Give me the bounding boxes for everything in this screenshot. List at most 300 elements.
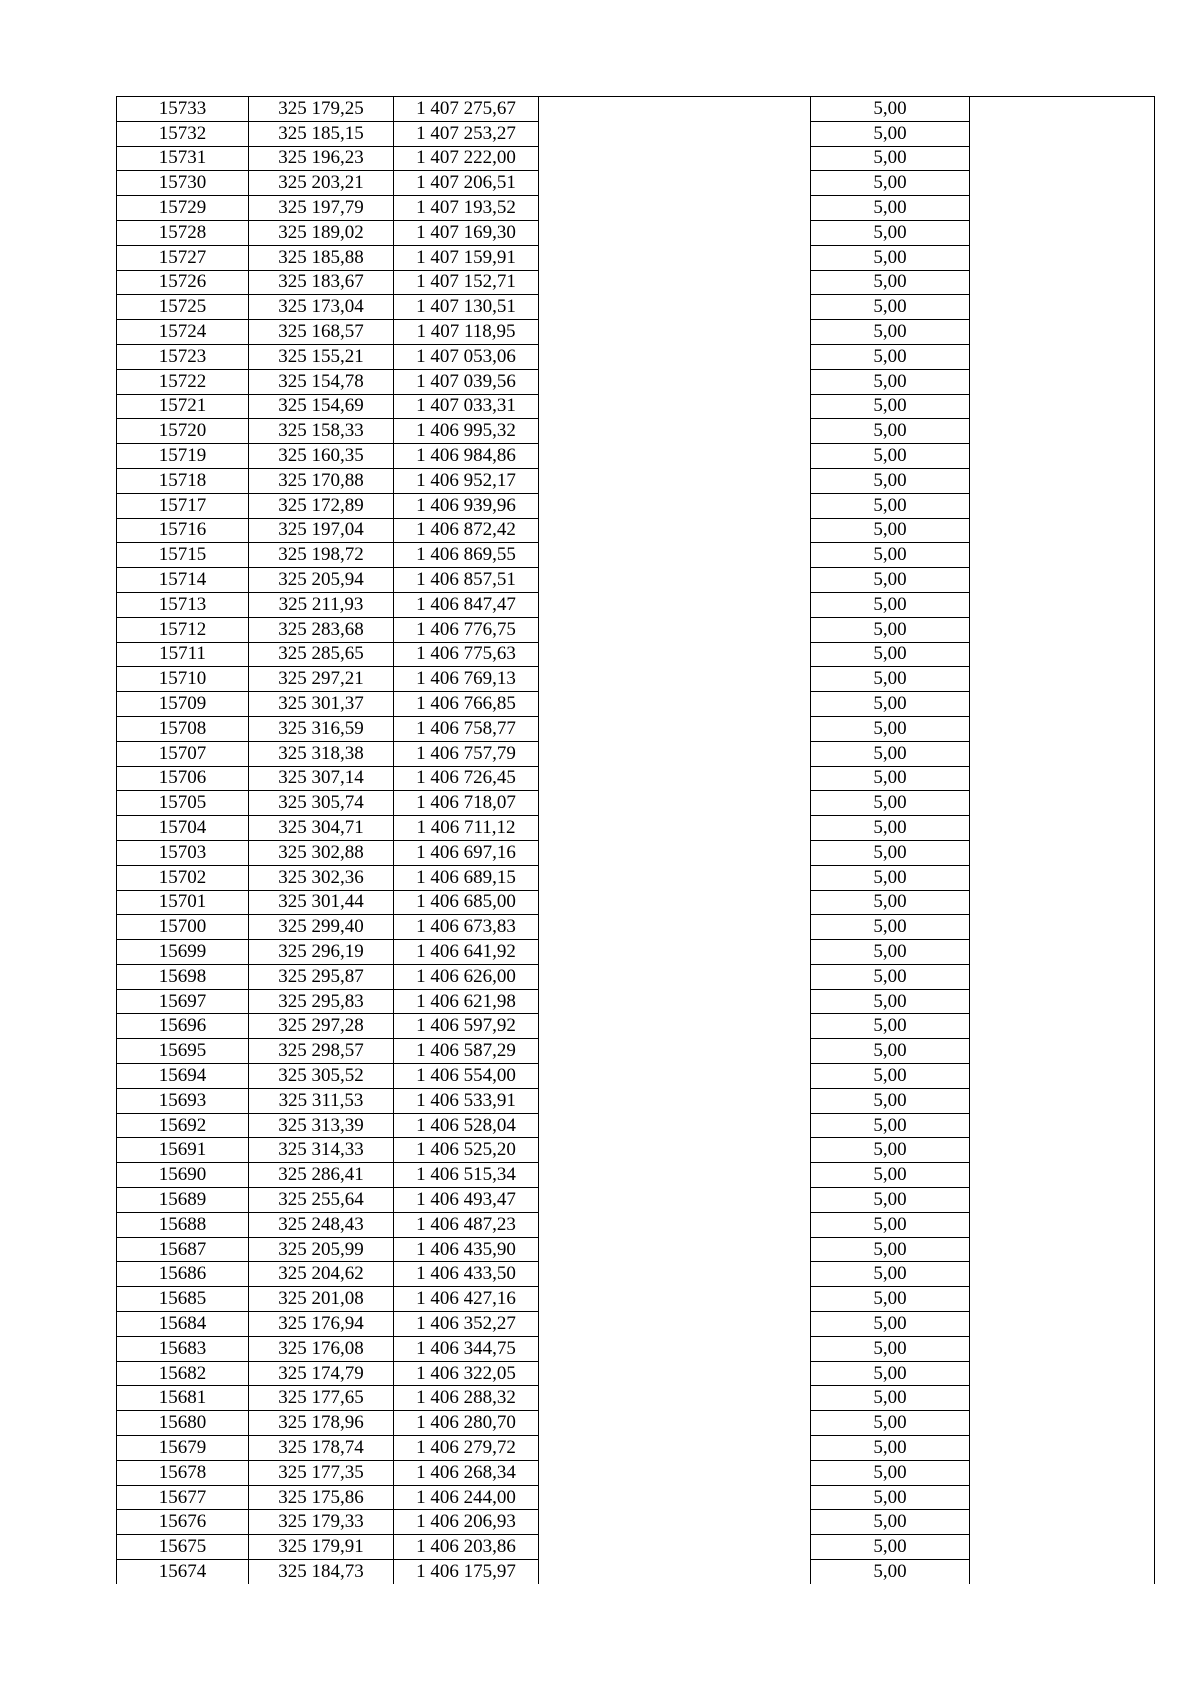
y-coordinate-cell: 1 407 222,00 — [394, 146, 539, 171]
point-number-cell: 15726 — [117, 270, 249, 295]
empty-cell — [970, 1014, 1155, 1039]
y-coordinate-cell: 1 406 769,13 — [394, 667, 539, 692]
table-row — [117, 270, 1155, 295]
empty-cell — [970, 1113, 1155, 1138]
empty-cell — [539, 667, 811, 692]
empty-cell — [970, 989, 1155, 1014]
point-number-cell: 15677 — [117, 1485, 249, 1510]
empty-cell — [539, 1014, 811, 1039]
x-coordinate-cell: 325 299,40 — [249, 915, 394, 940]
value-cell: 5,00 — [811, 1336, 970, 1361]
point-number-cell: 15708 — [117, 716, 249, 741]
empty-cell — [970, 1262, 1155, 1287]
table-row — [117, 617, 1155, 642]
x-coordinate-cell: 325 178,74 — [249, 1436, 394, 1461]
empty-cell — [970, 642, 1155, 667]
empty-cell — [539, 989, 811, 1014]
y-coordinate-cell: 1 406 280,70 — [394, 1411, 539, 1436]
table-row — [117, 840, 1155, 865]
y-coordinate-cell: 1 407 152,71 — [394, 270, 539, 295]
y-coordinate-cell: 1 407 118,95 — [394, 320, 539, 345]
empty-cell — [539, 890, 811, 915]
table-row — [117, 171, 1155, 196]
empty-cell — [539, 1312, 811, 1337]
point-number-cell: 15685 — [117, 1287, 249, 1312]
point-number-cell: 15711 — [117, 642, 249, 667]
value-cell: 5,00 — [811, 1113, 970, 1138]
empty-cell — [539, 1163, 811, 1188]
value-cell: 5,00 — [811, 766, 970, 791]
empty-cell — [539, 196, 811, 221]
value-cell: 5,00 — [811, 865, 970, 890]
y-coordinate-cell: 1 407 193,52 — [394, 196, 539, 221]
y-coordinate-cell: 1 406 984,86 — [394, 444, 539, 469]
value-cell: 5,00 — [811, 97, 970, 122]
x-coordinate-cell: 325 160,35 — [249, 444, 394, 469]
x-coordinate-cell: 325 305,74 — [249, 791, 394, 816]
table-row — [117, 1485, 1155, 1510]
y-coordinate-cell: 1 407 159,91 — [394, 245, 539, 270]
table-row — [117, 964, 1155, 989]
empty-cell — [539, 592, 811, 617]
point-number-cell: 15674 — [117, 1560, 249, 1584]
empty-cell — [539, 518, 811, 543]
empty-cell — [539, 1411, 811, 1436]
empty-cell — [539, 1361, 811, 1386]
table-row — [117, 1188, 1155, 1213]
point-number-cell: 15712 — [117, 617, 249, 642]
x-coordinate-cell: 325 298,57 — [249, 1039, 394, 1064]
x-coordinate-cell: 325 295,87 — [249, 964, 394, 989]
empty-cell — [539, 220, 811, 245]
empty-cell — [539, 642, 811, 667]
empty-cell — [970, 444, 1155, 469]
empty-cell — [970, 568, 1155, 593]
value-cell: 5,00 — [811, 444, 970, 469]
table-body — [117, 97, 1155, 1584]
point-number-cell: 15713 — [117, 592, 249, 617]
empty-cell — [539, 543, 811, 568]
empty-cell — [970, 1411, 1155, 1436]
table-row — [117, 493, 1155, 518]
y-coordinate-cell: 1 406 528,04 — [394, 1113, 539, 1138]
point-number-cell: 15697 — [117, 989, 249, 1014]
point-number-cell: 15705 — [117, 791, 249, 816]
table-row — [117, 1163, 1155, 1188]
empty-cell — [539, 444, 811, 469]
value-cell: 5,00 — [811, 121, 970, 146]
table-row — [117, 1113, 1155, 1138]
point-number-cell: 15696 — [117, 1014, 249, 1039]
table-row — [117, 1039, 1155, 1064]
y-coordinate-cell: 1 407 169,30 — [394, 220, 539, 245]
empty-cell — [539, 171, 811, 196]
x-coordinate-cell: 325 168,57 — [249, 320, 394, 345]
y-coordinate-cell: 1 406 711,12 — [394, 816, 539, 841]
point-number-cell: 15723 — [117, 344, 249, 369]
empty-cell — [970, 667, 1155, 692]
table-row — [117, 344, 1155, 369]
y-coordinate-cell: 1 406 554,00 — [394, 1064, 539, 1089]
empty-cell — [970, 320, 1155, 345]
x-coordinate-cell: 325 185,88 — [249, 245, 394, 270]
y-coordinate-cell: 1 406 995,32 — [394, 419, 539, 444]
point-number-cell: 15684 — [117, 1312, 249, 1337]
y-coordinate-cell: 1 406 939,96 — [394, 493, 539, 518]
value-cell: 5,00 — [811, 1262, 970, 1287]
x-coordinate-cell: 325 174,79 — [249, 1361, 394, 1386]
value-cell: 5,00 — [811, 568, 970, 593]
y-coordinate-cell: 1 406 621,98 — [394, 989, 539, 1014]
table-row — [117, 1411, 1155, 1436]
value-cell: 5,00 — [811, 816, 970, 841]
empty-cell — [970, 1560, 1155, 1584]
x-coordinate-cell: 325 318,38 — [249, 741, 394, 766]
empty-cell — [539, 270, 811, 295]
point-number-cell: 15725 — [117, 295, 249, 320]
empty-cell — [539, 1560, 811, 1584]
empty-cell — [539, 1188, 811, 1213]
empty-cell — [539, 692, 811, 717]
empty-cell — [539, 1386, 811, 1411]
x-coordinate-cell: 325 286,41 — [249, 1163, 394, 1188]
point-number-cell: 15728 — [117, 220, 249, 245]
point-number-cell: 15706 — [117, 766, 249, 791]
empty-cell — [970, 964, 1155, 989]
y-coordinate-cell: 1 406 433,50 — [394, 1262, 539, 1287]
table-row — [117, 444, 1155, 469]
y-coordinate-cell: 1 407 039,56 — [394, 369, 539, 394]
y-coordinate-cell: 1 407 130,51 — [394, 295, 539, 320]
value-cell: 5,00 — [811, 592, 970, 617]
table-row — [117, 1535, 1155, 1560]
y-coordinate-cell: 1 406 435,90 — [394, 1237, 539, 1262]
point-number-cell: 15686 — [117, 1262, 249, 1287]
empty-cell — [970, 468, 1155, 493]
y-coordinate-cell: 1 406 352,27 — [394, 1312, 539, 1337]
x-coordinate-cell: 325 313,39 — [249, 1113, 394, 1138]
value-cell: 5,00 — [811, 1411, 970, 1436]
table-row — [117, 642, 1155, 667]
y-coordinate-cell: 1 406 776,75 — [394, 617, 539, 642]
value-cell: 5,00 — [811, 295, 970, 320]
x-coordinate-cell: 325 302,36 — [249, 865, 394, 890]
table-row — [117, 1312, 1155, 1337]
x-coordinate-cell: 325 285,65 — [249, 642, 394, 667]
empty-cell — [970, 816, 1155, 841]
value-cell: 5,00 — [811, 989, 970, 1014]
table-row — [117, 592, 1155, 617]
empty-cell — [970, 196, 1155, 221]
table-row — [117, 1064, 1155, 1089]
value-cell: 5,00 — [811, 642, 970, 667]
x-coordinate-cell: 325 158,33 — [249, 419, 394, 444]
x-coordinate-cell: 325 316,59 — [249, 716, 394, 741]
value-cell: 5,00 — [811, 741, 970, 766]
empty-cell — [970, 766, 1155, 791]
table-row — [117, 1560, 1155, 1584]
empty-cell — [539, 741, 811, 766]
table-row — [117, 1361, 1155, 1386]
table-row — [117, 1212, 1155, 1237]
value-cell: 5,00 — [811, 270, 970, 295]
y-coordinate-cell: 1 406 689,15 — [394, 865, 539, 890]
empty-cell — [970, 245, 1155, 270]
empty-cell — [970, 741, 1155, 766]
x-coordinate-cell: 325 311,53 — [249, 1088, 394, 1113]
point-number-cell: 15730 — [117, 171, 249, 196]
table-row — [117, 1138, 1155, 1163]
empty-cell — [539, 1535, 811, 1560]
y-coordinate-cell: 1 406 427,16 — [394, 1287, 539, 1312]
y-coordinate-cell: 1 406 515,34 — [394, 1163, 539, 1188]
empty-cell — [970, 518, 1155, 543]
table-row — [117, 518, 1155, 543]
empty-cell — [539, 1262, 811, 1287]
value-cell: 5,00 — [811, 1138, 970, 1163]
value-cell: 5,00 — [811, 419, 970, 444]
value-cell: 5,00 — [811, 493, 970, 518]
point-number-cell: 15679 — [117, 1436, 249, 1461]
point-number-cell: 15676 — [117, 1510, 249, 1535]
value-cell: 5,00 — [811, 245, 970, 270]
value-cell: 5,00 — [811, 692, 970, 717]
empty-cell — [970, 1088, 1155, 1113]
value-cell: 5,00 — [811, 1535, 970, 1560]
value-cell: 5,00 — [811, 1212, 970, 1237]
empty-cell — [970, 1163, 1155, 1188]
empty-cell — [970, 1386, 1155, 1411]
point-number-cell: 15716 — [117, 518, 249, 543]
x-coordinate-cell: 325 177,35 — [249, 1460, 394, 1485]
y-coordinate-cell: 1 406 726,45 — [394, 766, 539, 791]
y-coordinate-cell: 1 407 053,06 — [394, 344, 539, 369]
table-row — [117, 121, 1155, 146]
x-coordinate-cell: 325 302,88 — [249, 840, 394, 865]
empty-cell — [970, 1361, 1155, 1386]
y-coordinate-cell: 1 406 244,00 — [394, 1485, 539, 1510]
table-row — [117, 97, 1155, 122]
value-cell: 5,00 — [811, 940, 970, 965]
value-cell: 5,00 — [811, 1560, 970, 1584]
value-cell: 5,00 — [811, 915, 970, 940]
point-number-cell: 15717 — [117, 493, 249, 518]
table-row — [117, 419, 1155, 444]
y-coordinate-cell: 1 406 718,07 — [394, 791, 539, 816]
table-row — [117, 915, 1155, 940]
value-cell: 5,00 — [811, 1237, 970, 1262]
value-cell: 5,00 — [811, 196, 970, 221]
y-coordinate-cell: 1 406 288,32 — [394, 1386, 539, 1411]
empty-cell — [970, 419, 1155, 444]
y-coordinate-cell: 1 406 493,47 — [394, 1188, 539, 1213]
value-cell: 5,00 — [811, 543, 970, 568]
empty-cell — [970, 1064, 1155, 1089]
x-coordinate-cell: 325 197,79 — [249, 196, 394, 221]
x-coordinate-cell: 325 170,88 — [249, 468, 394, 493]
x-coordinate-cell: 325 178,96 — [249, 1411, 394, 1436]
x-coordinate-cell: 325 307,14 — [249, 766, 394, 791]
x-coordinate-cell: 325 205,94 — [249, 568, 394, 593]
empty-cell — [539, 865, 811, 890]
value-cell: 5,00 — [811, 1312, 970, 1337]
y-coordinate-cell: 1 406 775,63 — [394, 642, 539, 667]
empty-cell — [539, 146, 811, 171]
table-row — [117, 1386, 1155, 1411]
value-cell: 5,00 — [811, 840, 970, 865]
x-coordinate-cell: 325 204,62 — [249, 1262, 394, 1287]
y-coordinate-cell: 1 406 626,00 — [394, 964, 539, 989]
table-row — [117, 295, 1155, 320]
x-coordinate-cell: 325 304,71 — [249, 816, 394, 841]
empty-cell — [539, 493, 811, 518]
empty-cell — [970, 1039, 1155, 1064]
point-number-cell: 15703 — [117, 840, 249, 865]
empty-cell — [539, 1510, 811, 1535]
x-coordinate-cell: 325 189,02 — [249, 220, 394, 245]
empty-cell — [539, 1460, 811, 1485]
empty-cell — [970, 1237, 1155, 1262]
empty-cell — [970, 865, 1155, 890]
empty-cell — [970, 940, 1155, 965]
x-coordinate-cell: 325 154,78 — [249, 369, 394, 394]
table-row — [117, 468, 1155, 493]
point-number-cell: 15694 — [117, 1064, 249, 1089]
value-cell: 5,00 — [811, 320, 970, 345]
value-cell: 5,00 — [811, 394, 970, 419]
y-coordinate-cell: 1 406 673,83 — [394, 915, 539, 940]
empty-cell — [970, 692, 1155, 717]
empty-cell — [970, 1535, 1155, 1560]
value-cell: 5,00 — [811, 1460, 970, 1485]
empty-cell — [539, 245, 811, 270]
value-cell: 5,00 — [811, 1287, 970, 1312]
x-coordinate-cell: 325 198,72 — [249, 543, 394, 568]
empty-cell — [970, 295, 1155, 320]
x-coordinate-cell: 325 179,91 — [249, 1535, 394, 1560]
table-row — [117, 1336, 1155, 1361]
y-coordinate-cell: 1 406 685,00 — [394, 890, 539, 915]
table-row — [117, 146, 1155, 171]
y-coordinate-cell: 1 406 279,72 — [394, 1436, 539, 1461]
value-cell: 5,00 — [811, 468, 970, 493]
table-row — [117, 716, 1155, 741]
value-cell: 5,00 — [811, 171, 970, 196]
table-row — [117, 692, 1155, 717]
y-coordinate-cell: 1 406 587,29 — [394, 1039, 539, 1064]
table-row — [117, 543, 1155, 568]
table-row — [117, 865, 1155, 890]
table-row — [117, 1287, 1155, 1312]
empty-cell — [539, 617, 811, 642]
value-cell: 5,00 — [811, 667, 970, 692]
x-coordinate-cell: 325 297,21 — [249, 667, 394, 692]
x-coordinate-cell: 325 255,64 — [249, 1188, 394, 1213]
x-coordinate-cell: 325 314,33 — [249, 1138, 394, 1163]
y-coordinate-cell: 1 406 872,42 — [394, 518, 539, 543]
point-number-cell: 15698 — [117, 964, 249, 989]
x-coordinate-cell: 325 183,67 — [249, 270, 394, 295]
point-number-cell: 15704 — [117, 816, 249, 841]
x-coordinate-cell: 325 305,52 — [249, 1064, 394, 1089]
point-number-cell: 15678 — [117, 1460, 249, 1485]
value-cell: 5,00 — [811, 1386, 970, 1411]
y-coordinate-cell: 1 407 275,67 — [394, 97, 539, 122]
table-row — [117, 1014, 1155, 1039]
table-row — [117, 245, 1155, 270]
table-row — [117, 890, 1155, 915]
table-row — [117, 320, 1155, 345]
x-coordinate-cell: 325 173,04 — [249, 295, 394, 320]
table-row — [117, 989, 1155, 1014]
empty-cell — [539, 295, 811, 320]
x-coordinate-cell: 325 211,93 — [249, 592, 394, 617]
value-cell: 5,00 — [811, 344, 970, 369]
table-row — [117, 940, 1155, 965]
y-coordinate-cell: 1 406 697,16 — [394, 840, 539, 865]
point-number-cell: 15727 — [117, 245, 249, 270]
table-row — [117, 196, 1155, 221]
y-coordinate-cell: 1 406 758,77 — [394, 716, 539, 741]
x-coordinate-cell: 325 248,43 — [249, 1212, 394, 1237]
empty-cell — [970, 344, 1155, 369]
empty-cell — [539, 766, 811, 791]
empty-cell — [970, 1138, 1155, 1163]
y-coordinate-cell: 1 406 206,93 — [394, 1510, 539, 1535]
value-cell: 5,00 — [811, 716, 970, 741]
table-row — [117, 1460, 1155, 1485]
x-coordinate-cell: 325 175,86 — [249, 1485, 394, 1510]
empty-cell — [970, 220, 1155, 245]
point-number-cell: 15731 — [117, 146, 249, 171]
x-coordinate-cell: 325 185,15 — [249, 121, 394, 146]
point-number-cell: 15721 — [117, 394, 249, 419]
empty-cell — [970, 1312, 1155, 1337]
point-number-cell: 15720 — [117, 419, 249, 444]
empty-cell — [539, 1064, 811, 1089]
empty-cell — [970, 543, 1155, 568]
point-number-cell: 15680 — [117, 1411, 249, 1436]
empty-cell — [970, 1510, 1155, 1535]
empty-cell — [539, 816, 811, 841]
y-coordinate-cell: 1 406 869,55 — [394, 543, 539, 568]
x-coordinate-cell: 325 201,08 — [249, 1287, 394, 1312]
point-number-cell: 15699 — [117, 940, 249, 965]
value-cell: 5,00 — [811, 890, 970, 915]
x-coordinate-cell: 325 179,33 — [249, 1510, 394, 1535]
y-coordinate-cell: 1 406 597,92 — [394, 1014, 539, 1039]
value-cell: 5,00 — [811, 964, 970, 989]
y-coordinate-cell: 1 406 952,17 — [394, 468, 539, 493]
table-row — [117, 667, 1155, 692]
point-number-cell: 15681 — [117, 1386, 249, 1411]
empty-cell — [539, 394, 811, 419]
y-coordinate-cell: 1 406 857,51 — [394, 568, 539, 593]
table-row — [117, 1237, 1155, 1262]
empty-cell — [970, 171, 1155, 196]
table-row — [117, 220, 1155, 245]
x-coordinate-cell: 325 203,21 — [249, 171, 394, 196]
point-number-cell: 15690 — [117, 1163, 249, 1188]
x-coordinate-cell: 325 283,68 — [249, 617, 394, 642]
empty-cell — [539, 121, 811, 146]
empty-cell — [539, 964, 811, 989]
table-row — [117, 1088, 1155, 1113]
y-coordinate-cell: 1 406 766,85 — [394, 692, 539, 717]
x-coordinate-cell: 325 301,37 — [249, 692, 394, 717]
value-cell: 5,00 — [811, 1510, 970, 1535]
point-number-cell: 15675 — [117, 1535, 249, 1560]
